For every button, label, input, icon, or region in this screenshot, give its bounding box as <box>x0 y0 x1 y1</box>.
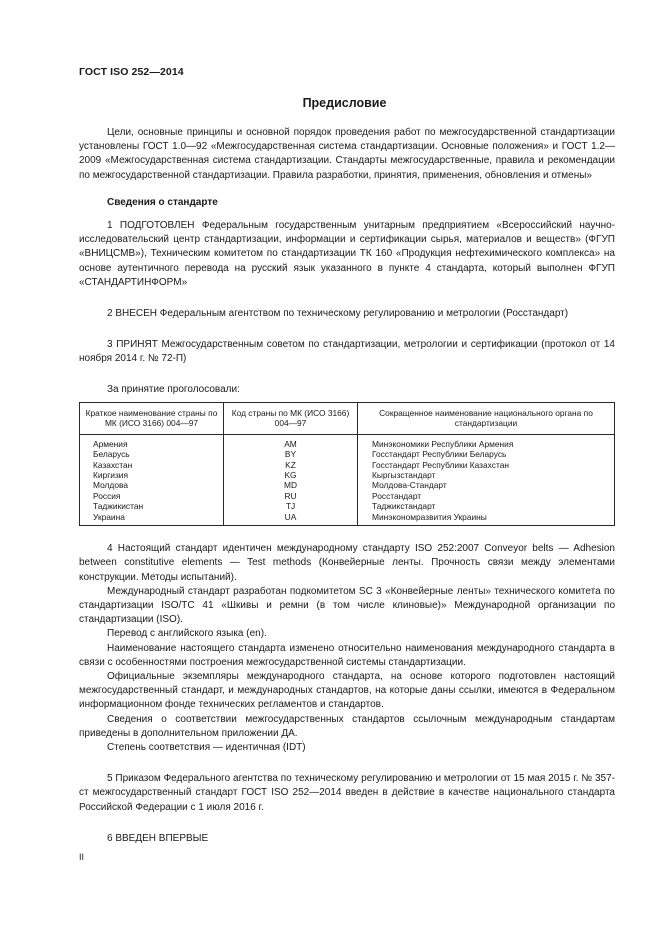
table-row <box>80 480 615 490</box>
page-number: II <box>79 852 85 862</box>
cell-code: UA <box>224 512 358 526</box>
vote-label: За принятие проголосовали: <box>107 383 240 395</box>
cell-country: Беларусь <box>80 449 224 459</box>
page-title: Предисловие <box>302 96 387 110</box>
cell-code: TJ <box>224 501 358 511</box>
cell-country: Таджикистан <box>80 501 224 511</box>
table-header-country: Краткое наименование страны по МК (ИСО 3166) 004—97 <box>80 402 224 434</box>
item-4-paragraph-3: Перевод с английского языка (en). <box>107 628 267 640</box>
cell-body: Госстандарт Республики Казахстан <box>372 459 509 470</box>
item-3-paragraph: 3 ПРИНЯТ Межгосударственным советом по стандартизации, метрологии и сертификации (протокол от 14 ноября 2014 г. № 72-П) <box>79 339 615 365</box>
table-header-code: Код страны по МК (ИСО 3166) 004—97 <box>224 402 358 434</box>
cell-country: Молдова <box>80 480 224 490</box>
intro-paragraph: Цели, основные принципы и основной порядок проведения работ по межгосударственной стандартизации установлены ГОСТ 1.0—92 «Межгосударственная система стандартизации. Основные положения» и ГОСТ 1.2—2009 «Межгосударственная система стандартизации. Стандарты межгосударственные, правила и рекомендации по межгосударственной стандартизации. Правила разработки, принятия, применения, обновления и отмены» <box>79 127 615 181</box>
item-5-paragraph: 5 Приказом Федерального агентства по техническому регулированию и метрологии от 15 мая 2015 г. № 357-ст межгосударственный стандарт ГОСТ ISO 252—2014 введен в действие в качестве национального стандарта Российской Федерации с 1 июля 2016 г. <box>79 773 615 813</box>
item-6-paragraph: 6 ВВЕДЕН ВПЕРВЫЕ <box>107 832 209 844</box>
table-row <box>80 470 615 480</box>
cell-body: Минэкономразвития Украины <box>372 511 487 522</box>
cell-code: BY <box>224 449 358 459</box>
cell-country: Украина <box>80 512 224 526</box>
foreword-content <box>79 126 615 846</box>
table-body <box>80 434 615 525</box>
item-4-paragraph-1: 4 Настоящий стандарт идентичен международному стандарту ISO 252:2007 Conveyor belts — Adhesion between constitutive elements — Test methods (Конвейерные ленты. Прочность связи между элементами конструкции. Методы испытаний). <box>79 543 615 583</box>
section-subheading: Сведения о стандарте <box>107 196 218 208</box>
item-2-paragraph: 2 ВНЕСЕН Федеральным агентством по техническому регулированию и метрологии (Росстандарт) <box>107 308 569 320</box>
cell-body: Кыргызстандарт <box>372 470 436 481</box>
table-row <box>80 501 615 511</box>
cell-country: Армения <box>80 434 224 449</box>
item-4-paragraph-5: Официальные экземпляры международного стандарта, на основе которого подготовлен настоящий межгосударственный стандарт, и международных стандартов, на которые даны ссылки, имеются в Федеральном информационном фонде технических регламентов и стандартов. <box>79 670 615 711</box>
item-4-paragraph-6: Сведения о соответствии межгосударственных стандартов ссылочным международным стандартам приведены в дополнительном приложении ДА. <box>79 713 615 739</box>
cell-country: Казахстан <box>80 460 224 470</box>
cell-code: KG <box>224 470 358 480</box>
table-row <box>80 491 615 501</box>
cell-body: Минэкономики Республики Армения <box>372 438 514 449</box>
table-row <box>80 512 615 526</box>
table-row <box>80 460 615 470</box>
cell-body: Госстандарт Республики Беларусь <box>372 449 507 460</box>
cell-country: Киргизия <box>80 470 224 480</box>
item-4-paragraph-7: Степень соответствия — идентичная (IDT) <box>107 741 306 753</box>
table-row <box>80 449 615 459</box>
cell-code: AM <box>224 434 358 449</box>
table-header-body: Сокращенное наименование национального органа по стандартизации <box>358 402 615 434</box>
cell-body: Таджикстандарт <box>372 501 436 512</box>
table-header-row <box>80 402 615 434</box>
item-4-paragraph-4: Наименование настоящего стандарта изменено относительно наименования международного стандарта в связи с особенностями построения межгосударственной системы стандартизации. <box>79 642 615 668</box>
voting-table <box>79 402 615 526</box>
cell-code: KZ <box>224 460 358 470</box>
cell-code: RU <box>224 491 358 501</box>
cell-code: MD <box>224 480 358 490</box>
cell-body: Молдова-Стандарт <box>372 480 447 491</box>
document-header: ГОСТ ISO 252—2014 <box>79 66 184 78</box>
item-1-paragraph: 1 ПОДГОТОВЛЕН Федеральным государственным унитарным предприятием «Всероссийский научно-исследовательский центр стандартизации, информации и сертификации сырья, материалов и веществ» (ФГУП «ВНИЦСМВ»), Техническим комитетом по стандартизации ТК 160 «Продукция нефтехимического комплекса» на основе аутентичного перевода на русский язык указанного в пункте 4 стандарта, который выполнен ФГУП «СТАНДАРТИНФОРМ» <box>79 220 615 288</box>
item-4-paragraph-2: Международный стандарт разработан подкомитетом SC 3 «Конвейерные ленты» технического комитета по стандартизации ISO/TC 41 «Шкивы и ремни (в том числе клиновые)» Международной организации по стандартизации (ISO). <box>79 585 615 626</box>
table-row <box>80 434 615 449</box>
cell-country: Россия <box>80 491 224 501</box>
cell-body: Росстандарт <box>372 490 422 501</box>
